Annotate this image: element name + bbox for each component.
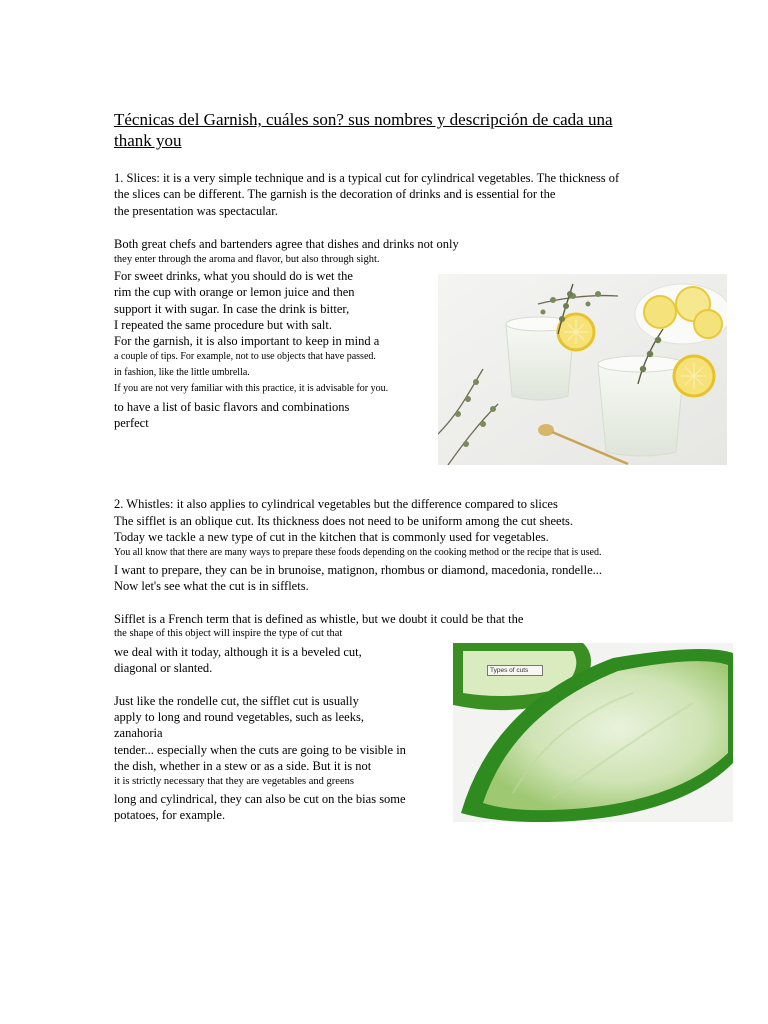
paragraph-line: rim the cup with orange or lemon juice and then — [114, 285, 355, 299]
paragraph-line: If you are not very familiar with this practice, it is advisable for you. — [114, 383, 389, 394]
paragraph-line: Sifflet is a French term that is defined as whistle, but we doubt it could be that the — [114, 612, 524, 626]
paragraph-line: You all know that there are many ways to prepare these foods depending on the cooking method or the recipe that is used. — [114, 547, 602, 558]
paragraph-line: a couple of tips. For example, not to use objects that have passed. — [114, 351, 376, 362]
paragraph-line: to have a list of basic flavors and combinations — [114, 400, 350, 414]
paragraph-line: For the garnish, it is also important to keep in mind a — [114, 334, 380, 348]
paragraph-line: Just like the rondelle cut, the sifflet cut is usually — [114, 694, 359, 708]
paragraph-line: The sifflet is an oblique cut. Its thickness does not need to be uniform among the cut sheets. — [114, 514, 574, 528]
paragraph-line: long and cylindrical, they can also be cut on the bias some — [114, 792, 406, 806]
paragraph-line: we deal with it today, although it is a beveled cut, — [114, 645, 362, 659]
paragraph-line: they enter through the aroma and flavor, but also through sight. — [114, 254, 380, 265]
paragraph-line: Now let's see what the cut is in sifflets. — [114, 579, 309, 593]
paragraph-line: I want to prepare, they can be in brunoise, matignon, rhombus or diamond, macedonia, rondelle... — [114, 563, 603, 577]
paragraph-line: the presentation was spectacular. — [114, 204, 278, 218]
paragraph-line: Today we tackle a new type of cut in the kitchen that is commonly used for vegetables. — [114, 530, 549, 544]
page-title-line-2: thank you — [114, 131, 182, 150]
paragraph-line: 1. Slices: it is a very simple technique and is a typical cut for cylindrical vegetables. The thickness of — [114, 171, 620, 185]
paragraph-line: apply to long and round vegetables, such as leeks, — [114, 710, 364, 724]
paragraph-line: perfect — [114, 416, 149, 430]
cucumber-slice-photo — [453, 643, 733, 822]
paragraph-line: it is strictly necessary that they are vegetables and greens — [114, 776, 354, 787]
paragraph-line: For sweet drinks, what you should do is wet the — [114, 269, 353, 283]
paragraph-line: the dish, whether in a stew or as a side. But it is not — [114, 759, 372, 773]
paragraph-line: potatoes, for example. — [114, 808, 226, 822]
paragraph-line: I repeated the same procedure but with salt. — [114, 318, 332, 332]
paragraph-line: Both great chefs and bartenders agree that dishes and drinks not only — [114, 237, 459, 251]
lemon-drinks-photo — [438, 274, 727, 465]
paragraph-line: support it with sugar. In case the drink is bitter, — [114, 302, 350, 316]
paragraph-line: the slices can be different. The garnish is the decoration of drinks and is essential for the — [114, 187, 556, 201]
image-caption-label: Types of cuts — [487, 665, 543, 676]
paragraph-line: the shape of this object will inspire the type of cut that — [114, 628, 343, 639]
paragraph-line: 2. Whistles: it also applies to cylindrical vegetables but the difference compared to slices — [114, 497, 558, 511]
paragraph-line: zanahoria — [114, 726, 163, 740]
paragraph-line: tender... especially when the cuts are going to be visible in — [114, 743, 406, 757]
page-title-line-1: Técnicas del Garnish, cuáles son? sus nombres y descripción de cada una — [114, 110, 613, 129]
paragraph-line: diagonal or slanted. — [114, 661, 213, 675]
paragraph-line: in fashion, like the little umbrella. — [114, 367, 250, 378]
